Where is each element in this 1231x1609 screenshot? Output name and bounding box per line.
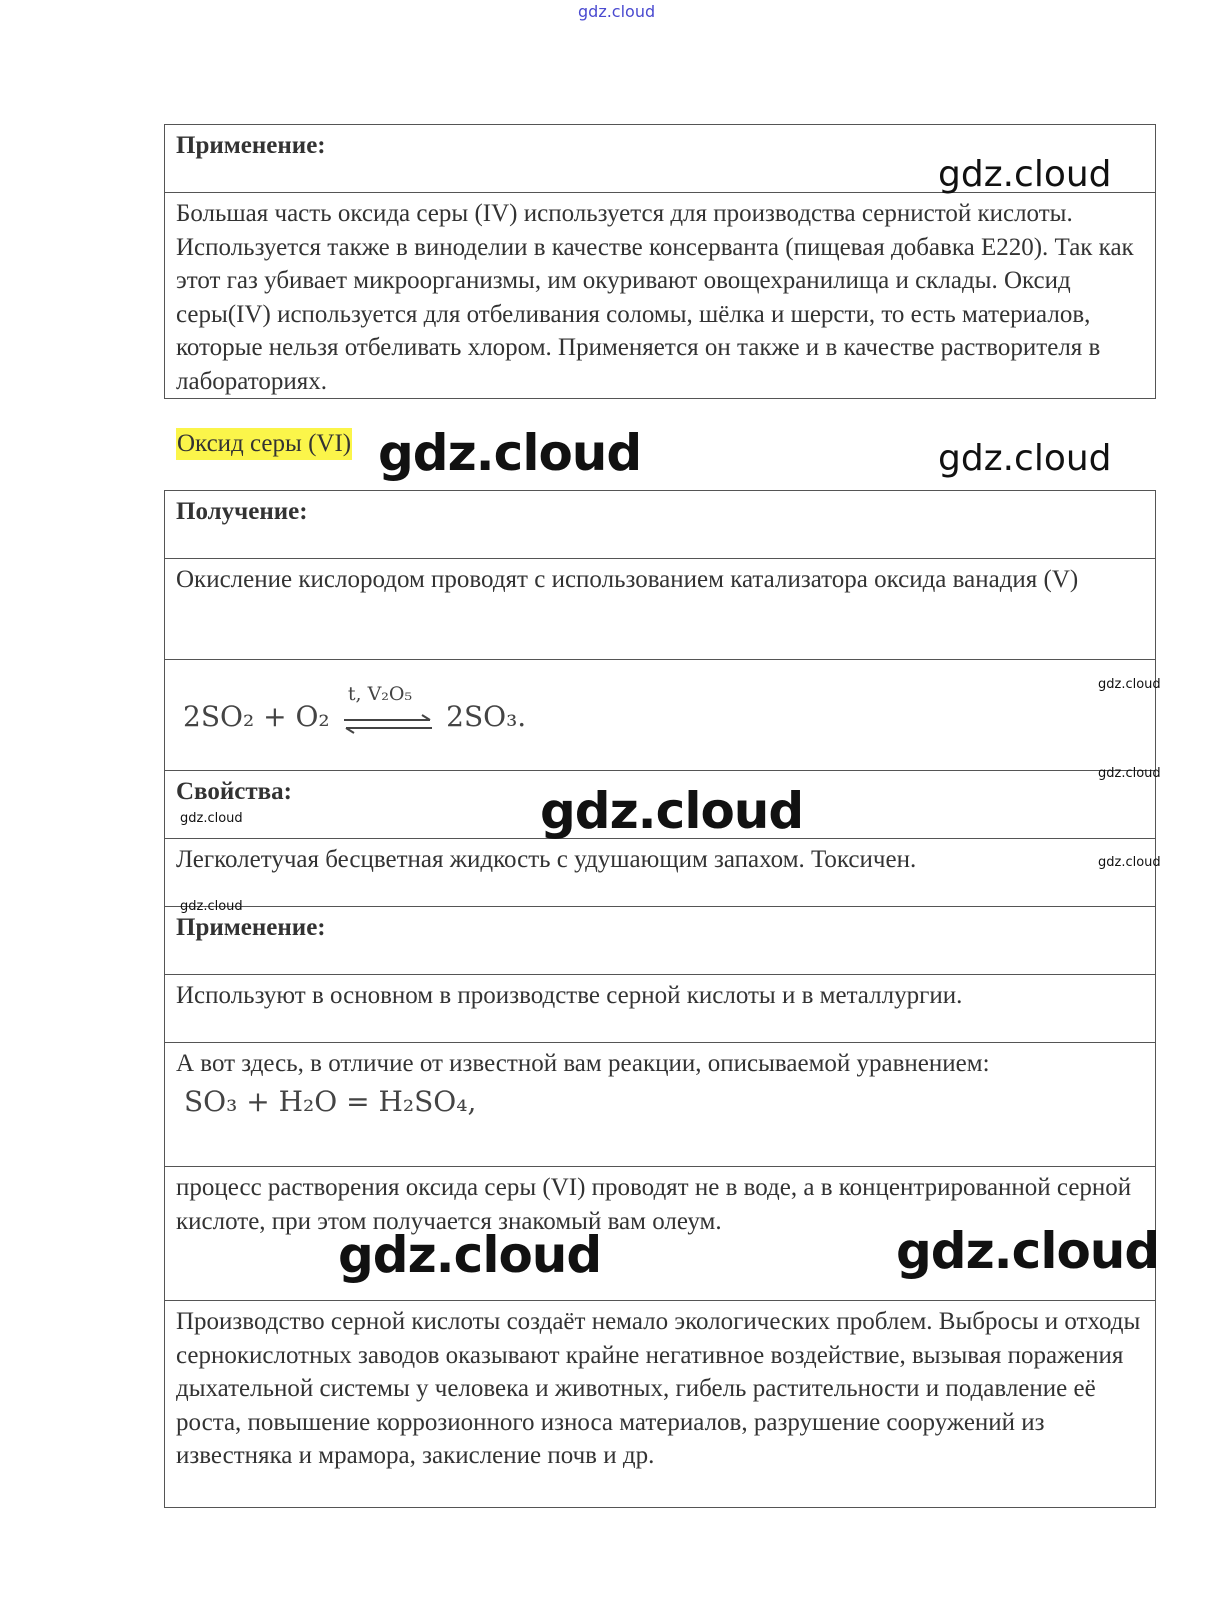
watermark-top-link[interactable]: gdz.cloud	[578, 2, 656, 21]
section-title: Оксид серы (VI)	[176, 428, 352, 460]
watermark: gdz.cloud	[1098, 766, 1161, 781]
watermark: gdz.cloud	[938, 438, 1112, 479]
equation-1	[165, 659, 1155, 770]
equilibrium-arrow-icon	[342, 683, 434, 730]
ecology-text: Производство серной кислоты создаёт немало экологических проблем. Выбросы и отходы сернокислотных заводов оказывают крайне негативное воздействие, вызывая поражения дыхательной системы у человека и животных, гибель растительности и подавление её роста, повышение коррозионного износа материалов, разрушение сооружений из известняка и мрамора, закисление почв и др.	[165, 1300, 1155, 1507]
usage-heading: Применение:	[176, 132, 326, 159]
watermark: gdz.cloud	[1098, 677, 1161, 692]
equation-2: SO₃ + H₂O = H₂SO₄,	[184, 1084, 477, 1118]
usage-text-so3: Используют в основном в производстве серной кислоты и в металлургии.	[165, 974, 1155, 1042]
watermark: gdz.cloud	[338, 1226, 602, 1284]
watermark: gdz.cloud	[180, 899, 243, 914]
watermark: gdz.cloud	[180, 811, 243, 826]
reaction-intro	[165, 1042, 1155, 1166]
watermark: gdz.cloud	[938, 154, 1112, 195]
equation-left: 2SO₂ + O₂	[183, 700, 330, 733]
watermark: gdz.cloud	[540, 782, 804, 840]
usage-heading-so3: Применение:	[165, 906, 1155, 974]
reaction-intro-text: А вот здесь, в отличие от известной вам реакции, описываемой уравнением:	[176, 1050, 990, 1077]
obtaining-heading: Получение:	[176, 498, 308, 525]
properties-text: Легколетучая бесцветная жидкость с удушающим запахом. Токсичен.	[165, 838, 1155, 906]
oleum-text: процесс растворения оксида серы (VI) проводят не в воде, а в концентрированной серной кислоте, при этом получается знакомый вам олеум.	[165, 1166, 1155, 1300]
properties-heading: Свойства:	[165, 770, 1155, 838]
equation-right: 2SO₃.	[446, 700, 527, 733]
watermark: gdz.cloud	[378, 424, 642, 482]
so3-table	[164, 490, 1156, 1508]
watermark: gdz.cloud	[1098, 855, 1161, 870]
obtaining-text: Окисление кислородом проводят с использованием катализатора оксида ванадия (V)	[165, 558, 1155, 659]
watermark: gdz.cloud	[896, 1222, 1160, 1280]
usage-text: Большая часть оксида серы (IV) используется для производства сернистой кислоты. Используется также в виноделии в качестве консерванта (пищевая добавка Е220). Так как этот газ убивает микроорганизмы, им окуривают овощехранилища и склады. Оксид серы(IV) используется для отбеливания соломы, шёлка и шерсти, то есть материалов, которые нельзя отбеливать хлором. Применяется он также и в качестве растворителя в лабораториях.	[165, 192, 1155, 398]
equation-condition: t, V₂O₅	[347, 683, 413, 706]
